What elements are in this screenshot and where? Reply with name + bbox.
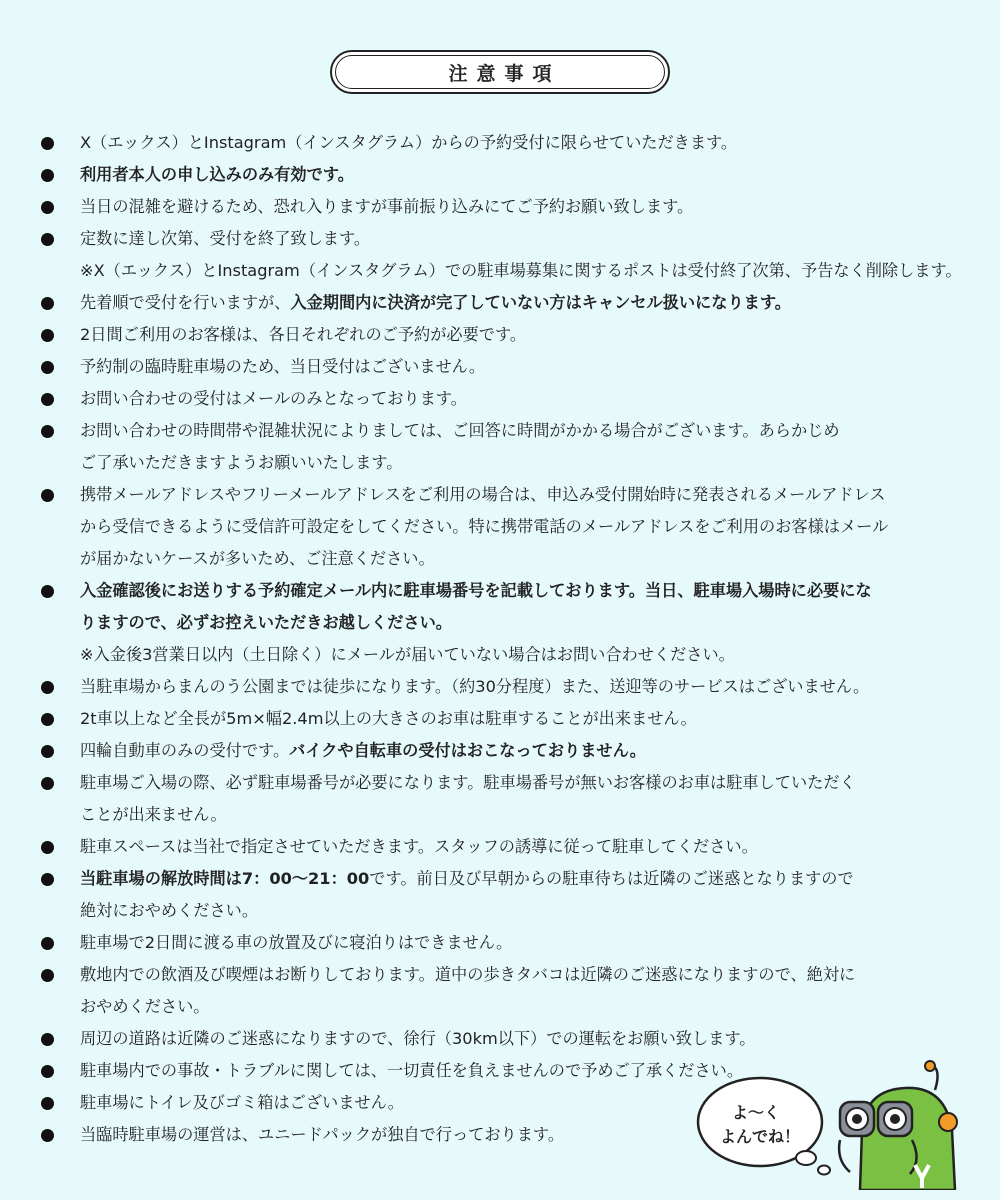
- notice-text-bold: 入金確認後にお送りする予約確定メール内に駐車場番号を記載しております。当日、駐車場入場時に必要にな: [80, 581, 872, 600]
- bullet-icon: [41, 425, 54, 438]
- bullet-icon: [41, 969, 54, 982]
- bullet-icon: [41, 393, 54, 406]
- notice-text: 予約制の臨時駐車場のため、当日受付はございません。: [80, 357, 486, 376]
- bullet-icon: [41, 777, 54, 790]
- notice-line: [80, 479, 970, 511]
- bullet-icon: [41, 329, 54, 342]
- notice-text: お問い合わせの時間帯や混雑状況によりましては、ご回答に時間がかかる場合がございます。あらかじめ: [80, 421, 840, 440]
- notice-line: [80, 799, 970, 831]
- notice-text-bold: バイクや自転車の受付はおこなっておりません。: [289, 741, 646, 760]
- notice-line: [80, 223, 970, 255]
- notice-line: [80, 671, 970, 703]
- notice-line: [80, 511, 970, 543]
- page-title: 注意事項: [448, 62, 561, 85]
- bullet-icon: [41, 745, 54, 758]
- bullet-icon: [41, 489, 54, 502]
- title-frame-inner: [335, 55, 665, 89]
- bullet-icon: [41, 297, 54, 310]
- bullet-icon: [41, 201, 54, 214]
- notice-text: 駐車場にトイレ及びゴミ箱はございません。: [80, 1093, 404, 1112]
- notice-text: X（エックス）とInstagram（インスタグラム）からの予約受付に限らせていただきます。: [80, 133, 738, 152]
- bullet-icon: [41, 1097, 54, 1110]
- bullet-icon: [41, 1129, 54, 1142]
- notice-text: ご了承いただきますようお願いいたします。: [80, 453, 403, 472]
- speech-bubble: [698, 1078, 830, 1175]
- notice-text: 携帯メールアドレスやフリーメールアドレスをご利用の場合は、申込み受付開始時に発表されるメールアドレス: [80, 485, 886, 504]
- bullet-icon: [41, 361, 54, 374]
- notice-text: 当駐車場からまんのう公園までは徒歩になります。（約30分程度）また、送迎等のサービスはございません。: [80, 677, 870, 696]
- bullet-icon: [41, 713, 54, 726]
- bubble-text-2: よんでね！: [719, 1127, 801, 1146]
- notice-text: おやめください。: [80, 997, 210, 1016]
- notice-line: [80, 863, 970, 895]
- notice-line: [80, 191, 970, 223]
- notice-line: [80, 991, 970, 1023]
- notice-line: [80, 127, 970, 159]
- notice-text: ※入金後3営業日以内（土日除く）にメールが届いていない場合はお問い合わせください。: [80, 645, 735, 664]
- bubble-text-1: よ〜く: [731, 1103, 781, 1122]
- notice-line: [80, 351, 970, 383]
- notice-line: [80, 703, 970, 735]
- notice-text: 当日の混雑を避けるため、恐れ入りますが事前振り込みにてご予約お願い致します。: [80, 197, 694, 216]
- bullet-icon: [41, 681, 54, 694]
- bullet-icon: [41, 137, 54, 150]
- notice-line: [80, 927, 970, 959]
- notice-line: [80, 607, 970, 639]
- notice-text: お問い合わせの受付はメールのみとなっております。: [80, 389, 467, 408]
- notice-line: [80, 543, 970, 575]
- notice-line: [80, 639, 970, 671]
- notice-line: [80, 767, 970, 799]
- bullet-icon: [41, 169, 54, 182]
- notice-text: 先着順で受付を行いますが、: [80, 293, 291, 312]
- notice-text: ことが出来ません。: [80, 805, 227, 824]
- notice-text: ※X（エックス）とInstagram（インスタグラム）での駐車場募集に関するポストは受付終了次第、予告なく削除します。: [80, 261, 962, 280]
- notice-line: [80, 735, 970, 767]
- notice-text: 駐車スペースは当社で指定させていただきます。スタッフの誘導に従って駐車してください。: [80, 837, 758, 856]
- notice-line: [80, 1023, 970, 1055]
- bullet-icon: [41, 841, 54, 854]
- mascot-illustration: [690, 1060, 980, 1190]
- notice-text: 2日間ご利用のお客様は、各日それぞれのご予約が必要です。: [80, 325, 527, 344]
- notice-line: [80, 415, 970, 447]
- notice-text-bold: 当駐車場の解放時間は7：00〜21：00: [80, 869, 370, 888]
- notice-line: [80, 287, 970, 319]
- notice-line: [80, 831, 970, 863]
- notice-text: が届かないケースが多いため、ご注意ください。: [80, 549, 435, 568]
- notice-text: 敷地内での飲酒及び喫煙はお断りしております。道中の歩きタバコは近隣のご迷惑になりますので、絶対に: [80, 965, 856, 984]
- notice-text: 2t車以上など全長が5m×幅2.4m以上の大きさのお車は駐車することが出来ません。: [80, 709, 697, 728]
- notice-line: [80, 255, 970, 287]
- notice-text-bold: 入金期間内に決済が完了していない方はキャンセル扱いになります。: [290, 293, 791, 312]
- notice-text: 駐車場内での事故・トラブルに関しては、一切責任を負えませんので予めご了承ください。: [80, 1061, 744, 1080]
- bullet-icon: [41, 233, 54, 246]
- notice-text-bold: りますので、必ずお控えいただきお越しください。: [80, 613, 452, 632]
- notice-line: [80, 159, 970, 191]
- mascot-character-icon: [839, 1061, 957, 1190]
- notice-line: [80, 447, 970, 479]
- notice-text: から受信できるように受信許可設定をしてください。特に携帯電話のメールアドレスをご利用のお客様はメール: [80, 517, 889, 536]
- notice-text: 駐車場で2日間に渡る車の放置及びに寝泊りはできません。: [80, 933, 513, 952]
- notice-line: [80, 575, 970, 607]
- bullet-icon: [41, 1033, 54, 1046]
- title-box: [330, 50, 670, 94]
- bullet-icon: [41, 937, 54, 950]
- notice-text: 駐車場ご入場の際、必ず駐車場番号が必要になります。駐車場番号が無いお客様のお車は駐車していただく: [80, 773, 856, 792]
- notice-text: です。前日及び早朝からの駐車待ちは近隣のご迷惑となりますので: [369, 869, 854, 888]
- notice-text-bold: 利用者本人の申し込みのみ有効です。: [80, 165, 354, 184]
- notice-line: [80, 959, 970, 991]
- notice-text: 絶対におやめください。: [80, 901, 259, 920]
- notice-line: [80, 383, 970, 415]
- notice-line: [80, 319, 970, 351]
- notice-text: 周辺の道路は近隣のご迷惑になりますので、徐行（30km以下）での運転をお願い致します。: [80, 1029, 756, 1048]
- notice-line: [80, 895, 970, 927]
- bullet-icon: [41, 1065, 54, 1078]
- notice-text: 当臨時駐車場の運営は、ユニードパックが独自で行っております。: [80, 1125, 565, 1144]
- notice-text: 四輪自動車のみの受付です。: [80, 741, 290, 760]
- bullet-icon: [41, 585, 54, 598]
- bullet-icon: [41, 873, 54, 886]
- notice-text: 定数に達し次第、受付を終了致します。: [80, 229, 371, 248]
